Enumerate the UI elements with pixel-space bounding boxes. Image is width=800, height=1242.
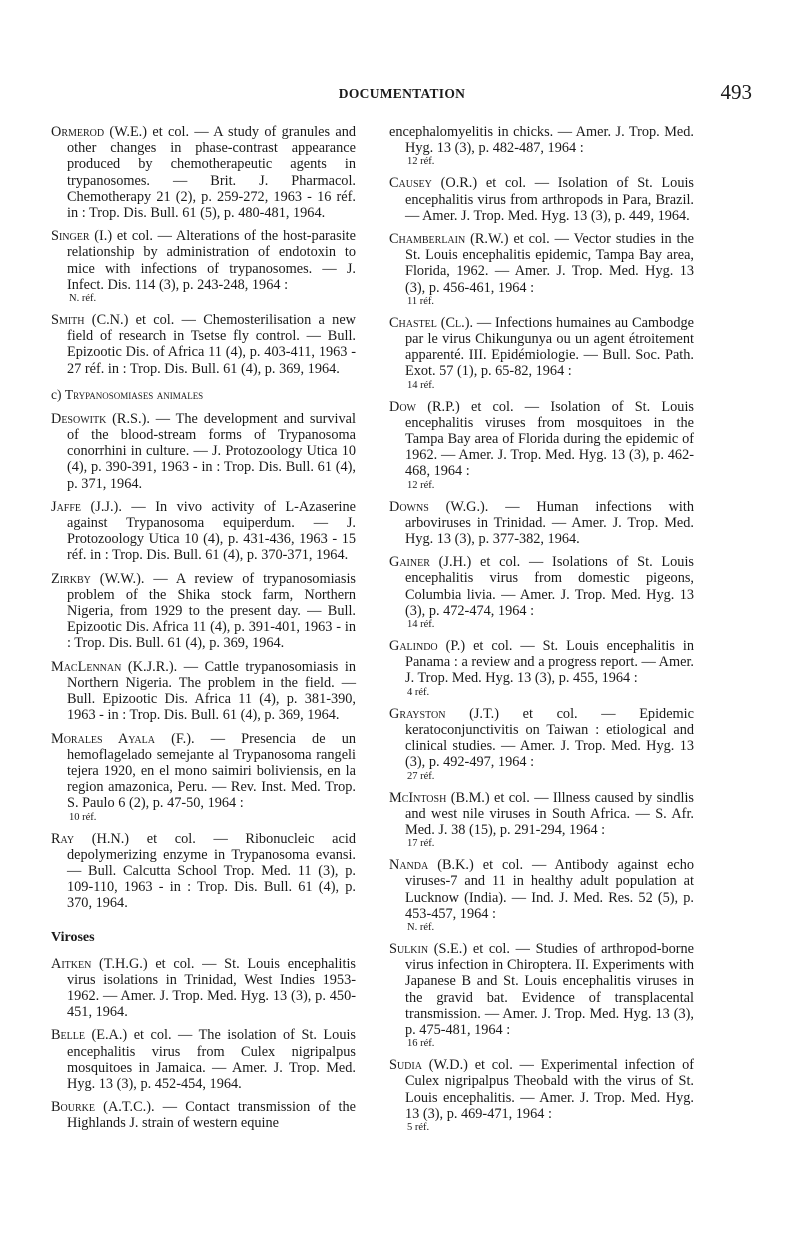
bibliography-entry xyxy=(51,659,356,724)
entry-author: Singer (I.) xyxy=(51,228,113,245)
entry-author: Bourke (A.T.C.). xyxy=(51,1099,155,1116)
bibliography-entry xyxy=(51,312,356,377)
entry-author: Chastel (Cl.). xyxy=(389,314,474,331)
bibliography-entry xyxy=(389,315,694,392)
entry-citation: et col. — Illness caused by sindlis and west nile viruses in South Africa. — S. Afr. Med. J. 38 (15), p. 291-294, 1964 : xyxy=(405,789,694,838)
bibliography-entry xyxy=(51,571,356,652)
bibliography-group xyxy=(51,124,356,377)
subsection-title: Trypanosomiases animales xyxy=(64,386,204,402)
reference-count: 14 réf. xyxy=(407,379,435,391)
entry-citation: et col. — Alterations of the host-parasite relationship by administration of endotoxin to mice with infections of trypanosomes. — J. Infect. Dis. 114 (3), p. 243-248, 1964 : xyxy=(67,228,356,293)
entry-author: Desowitk (R.S.). xyxy=(51,410,150,427)
entry-author: Grayston (J.T.) xyxy=(389,705,499,722)
reference-count: 12 réf. xyxy=(407,479,435,491)
bibliography-entry xyxy=(389,790,694,851)
bibliography-entry xyxy=(51,499,356,564)
entry-citation: et col. — Isolation of St. Louis encephalitis virus from arthropods in Para, Brazil. — Amer. J. Trop. Med. Hyg. 13 (3), p. 449, 1964. xyxy=(405,175,694,224)
entry-citation: et col. — Isolation of St. Louis encephalitis viruses from mosquitoes in the Tampa Bay area of Florida during the epidemic of 1962. — Amer. J. Trop. Med. Hyg. 13 (3), p. 462-468, 1964 : xyxy=(405,398,694,480)
bibliography-entry xyxy=(389,554,694,631)
entry-author: Morales Ayala (F.). xyxy=(51,730,195,747)
reference-count: N. réf. xyxy=(69,293,97,305)
page-header xyxy=(52,80,752,108)
bibliography-entry xyxy=(51,411,356,492)
entry-author: MacLennan (K.J.R.). xyxy=(51,658,178,675)
bibliography-entry xyxy=(389,399,694,492)
bibliography-entry xyxy=(51,1099,356,1131)
entry-author: Dow (R.P.) xyxy=(389,398,460,415)
bibliography-entry xyxy=(389,706,694,783)
entry-author: Sudia (W.D.) xyxy=(389,1057,468,1074)
entry-author: Chamberlain (R.W.) xyxy=(389,231,509,248)
bibliography-entry xyxy=(51,956,356,1021)
bibliography-entry xyxy=(389,175,694,224)
reference-count: 10 réf. xyxy=(69,811,97,823)
bibliography-entry xyxy=(389,231,694,308)
entry-citation: et col. — St. Louis encephalitis in Panama : a review and a progress report. — Amer. J. Trop. Med. Hyg. 13 (3), p. 455, 1964 : xyxy=(405,638,695,687)
entry-author: Jaffe (J.J.). xyxy=(51,498,122,515)
section-heading: Viroses xyxy=(51,929,95,945)
entry-citation: et col. — A study of granules and other changes in phase-contrast appearance produced by chemotherapeutic agents in trypanosomes. — Brit. J. Pharmacol. Chemotherapy 21 (2), p. 259-272, 1963 - 16 réf. in : Trop. Dis. Bull. 61 (5), p. 480-481, 1964. xyxy=(67,124,356,222)
entry-citation: — A review of trypanosomiasis problem of the Shika stock farm, Northern Nigeria, from 1929 to the present day. — Bull. Epizootic Dis. Africa 11 (4), p. 391-401, 1963 - in : Trop. Dis. Bull. 61 (4), p. 369, 1964. xyxy=(67,570,356,652)
reference-count: 4 réf. xyxy=(407,686,430,698)
bibliography-entry xyxy=(51,1027,356,1092)
entry-author: Ray (H.N.) xyxy=(51,830,130,847)
entry-citation: et col. — Isolations of St. Louis encephalitis virus from domestic pigeons, Columbia livia. — Amer. J. Trop. Med. Hyg. 13 (3), p. 472-474, 1964 : xyxy=(405,554,694,619)
right-column xyxy=(389,124,694,1141)
bibliography-group xyxy=(51,956,356,1132)
entry-author: Zirkby (W.W.). xyxy=(51,570,145,587)
entry-citation: et col. — St. Louis encephalitis virus isolations in Trinidad, West Indies 1953-1962. — Amer. J. Trop. Med. Hyg. 13 (3), p. 450-451, 1964. xyxy=(67,955,356,1021)
bibliography-entry xyxy=(51,124,356,221)
reference-count: N. réf. xyxy=(407,921,435,933)
entry-citation: et col. — Vector studies in the St. Louis encephalitis epidemic, Tampa Bay area, Florida, 1962. — Amer. J. Trop. Med. Hyg. 13 (3), p. 456-461, 1964 : xyxy=(405,231,694,296)
bibliography-entry xyxy=(51,731,356,824)
reference-count: 14 réf. xyxy=(407,619,435,631)
entry-citation: et col. — Studies of arthropod-borne virus infection in Chiroptera. II. Experiments with Japanese B and St. Louis encephalitis viruses in the gravid bat. Evidence of transplacental transmission. — Amer. J. Trop. Med. Hyg. 13 (3), p. 475-481, 1964 : xyxy=(405,940,695,1038)
bibliography-group xyxy=(389,124,694,1134)
bibliography-entry xyxy=(389,1057,694,1134)
entry-citation: et col. — Antibody against echo viruses-7 and 11 in healthy adult population at Lucknow (India). — Ind. J. Med. Res. 52 (5), p. 453-457, 1964 : xyxy=(405,857,694,922)
entry-author: Downs (W.G.). xyxy=(389,498,489,515)
bibliography-entry xyxy=(389,941,694,1050)
entry-citation: — Infections humaines au Cambodge par le virus Chikungunya ou un agent étroitement apparenté. III. Epidémiologie. — Bull. Soc. Path. Exot. 57 (1), p. 65-82, 1964 : xyxy=(405,314,694,380)
subsection-prefix: c) xyxy=(51,386,65,402)
entry-citation: et col. — The isolation of St. Louis encephalitis virus from Culex nigripalpus mosquitoes in Jamaica. — Amer. J. Trop. Med. Hyg. 13 (3), p. 452-454, 1964. xyxy=(67,1027,356,1092)
entry-author: McIntosh (B.M.) xyxy=(389,789,490,806)
reference-count: 17 réf. xyxy=(407,838,435,850)
entry-citation: — Cattle trypanosomiasis in Northern Nigeria. The problem in the field. — Bull. Epizootic Dis. Africa 11 (4), p. 381-390, 1963 - in : Trop. Dis. Bull. 61 (4), p. 369, 1964. xyxy=(67,658,357,724)
entry-citation: — Contact transmission of the Highlands J. strain of western equine xyxy=(67,1099,357,1132)
entry-author: Nanda (B.K.) xyxy=(389,857,474,874)
bibliography-entry xyxy=(389,638,694,699)
bibliography-entry xyxy=(51,228,356,305)
entry-citation: et col. — Epidemic keratoconjunctivitis on Taiwan : etiological and clinical studies. — Amer. J. Trop. Med. Hyg. 13 (3), p. 492-497, 1964 : xyxy=(405,705,694,771)
entry-author: Ormerod (W.E.) xyxy=(51,124,148,140)
reference-count: 11 réf. xyxy=(407,295,435,307)
entry-citation: — In vivo activity of L-Azaserine against Trypanosoma equiperdum. — J. Protozoology Utica 10 (4), p. 431-436, 1963 - 15 réf. in : Trop. Dis. Bull. 61 (4), p. 370-371, 1964. xyxy=(67,498,356,564)
entry-author: Galindo (P.) xyxy=(389,638,466,655)
entry-citation: encephalomyelitis in chicks. — Amer. J. Trop. Med. Hyg. 13 (3), p. 482-487, 1964 : xyxy=(389,124,694,157)
bibliography-entry xyxy=(389,124,694,168)
entry-author: Belle (E.A.) xyxy=(51,1027,128,1044)
subsection-heading xyxy=(51,387,356,403)
reference-count: 5 réf. xyxy=(407,1121,430,1133)
bibliography-entry xyxy=(51,831,356,912)
entry-citation: — Human infections with arboviruses in Trinidad. — Amer. J. Trop. Med. Hyg. 13 (3), p. 377-382, 1964. xyxy=(405,498,695,548)
page-number: 493 xyxy=(720,80,752,104)
entry-author: Sulkin (S.E.) xyxy=(389,940,468,957)
entry-author: Aitken (T.H.G.) xyxy=(51,955,148,972)
bibliography-entry xyxy=(389,857,694,934)
entry-citation: — The development and survival of the blood-stream forms of Trypanosoma conorrhini in culture. — J. Protozoology Utica 10 (4), p. 390-391, 1963 - in : Trop. Dis. Bull. 61 (4), p. 371, 1964. xyxy=(67,410,356,492)
entry-citation: et col. — Experimental infection of Culex nigripalpus Theobald with the virus of St. Louis encephalitis. — Amer. J. Trop. Med. Hyg. 13 (3), p. 469-471, 1964 : xyxy=(405,1057,694,1122)
entry-author: Smith (C.N.) xyxy=(51,312,129,329)
entry-citation: et col. — Ribonucleic acid depolymerizing enzyme in Trypanosoma evansi. — Bull. Calcutta School Trop. Med. 11 (3), p. 109-110, 1963 - in : Trop. Dis. Bull. 61 (4), p. 370, 1964. xyxy=(67,830,356,912)
reference-count: 16 réf. xyxy=(407,1038,435,1050)
bibliography-group xyxy=(51,411,356,912)
bibliography-entry xyxy=(389,499,694,548)
left-column xyxy=(51,124,356,1139)
running-head: DOCUMENTATION xyxy=(338,86,466,101)
entry-author: Gainer (J.H.) xyxy=(389,554,472,571)
entry-author: Causey (O.R.) xyxy=(389,175,478,192)
reference-count: 12 réf. xyxy=(407,156,435,168)
entry-citation: et col. — Chemosterilisation a new field of research in Tsetse fly control. — Bull. Epizootic Dis. of Africa 11 (4), p. 403-411, 1963 - 27 réf. in : Trop. Dis. Bull. 61 (4), p. 369, 1964. xyxy=(67,312,356,377)
reference-count: 27 réf. xyxy=(407,770,435,782)
entry-citation: — Presencia de un hemoflagelado semejante al Trypanosoma rangeli tejera 1920, en el mono saimiri boliviensis, en la region amazonica, Peru. — Rev. Inst. Med. Trop. S. Paulo 6 (2), p. 47-50, 1964 : xyxy=(67,730,356,812)
